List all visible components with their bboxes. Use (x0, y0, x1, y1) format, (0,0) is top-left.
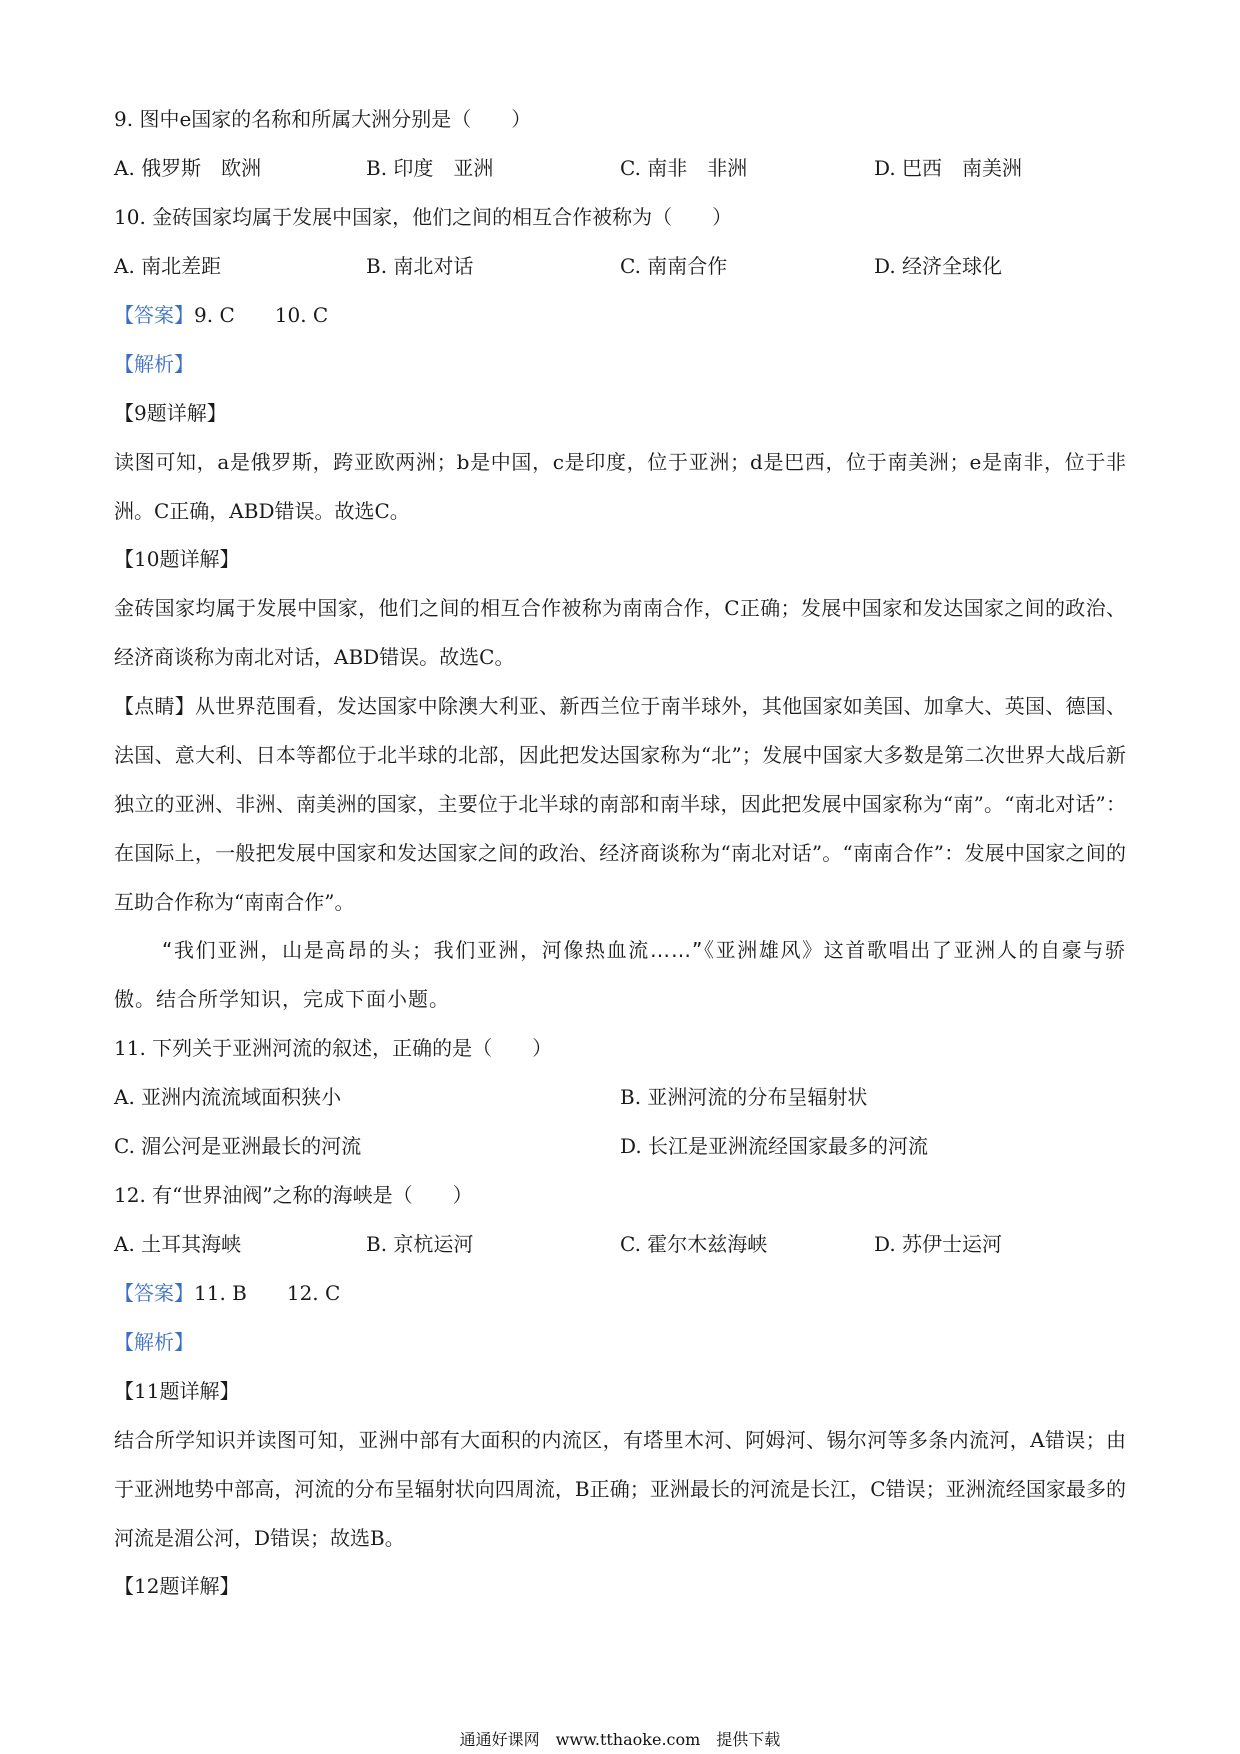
analysis-tag: 【解析】 (114, 1330, 194, 1354)
q12-option-d: D. 苏伊士运河 (874, 1232, 1003, 1256)
q11-option-d: D. 长江是亚洲流经国家最多的河流 (620, 1134, 929, 1158)
analysis-tag: 【解析】 (114, 352, 194, 376)
q11-detail-title: 【11题详解】 (114, 1379, 240, 1403)
q10-detail-body: 金砖国家均属于发展中国家，他们之间的相互合作被称为南南合作，C正确；发展中国家和发达国家之间的政治、经济商谈称为南北对话，ABD错误。故选C。 (114, 596, 1126, 669)
q10-option-d: D. 经济全球化 (874, 254, 1003, 278)
answer-line-2 (114, 1279, 340, 1307)
answer-tag: 【答案】 (114, 303, 194, 327)
answer-text: 11. B 12. C (194, 1281, 341, 1305)
answer-text: 9. C 10. C (194, 303, 329, 327)
page-footer: 通通好课网 www.tthaoke.com 提供下载 (459, 1730, 781, 1749)
q10-stem: 10. 金砖国家均属于发展中国家，他们之间的相互合作被称为（ ） (114, 205, 733, 229)
answer-tag: 【答案】 (114, 1281, 194, 1305)
q11-option-c: C. 湄公河是亚洲最长的河流 (114, 1134, 362, 1158)
q12-stem: 12. 有“世界油阀”之称的海峡是（ ） (114, 1183, 473, 1207)
q9-stem: 9. 图中e国家的名称和所属大洲分别是（ ） (114, 107, 532, 131)
q11-option-a: A. 亚洲内流流域面积狭小 (114, 1085, 342, 1109)
q12-detail-title: 【12题详解】 (114, 1574, 240, 1598)
q11-option-b: B. 亚洲河流的分布呈辐射状 (620, 1085, 868, 1109)
q9-option-a: A. 俄罗斯 欧洲 (114, 156, 262, 180)
q11-stem: 11. 下列关于亚洲河流的叙述，正确的是（ ） (114, 1036, 553, 1060)
q12-option-a: A. 土耳其海峡 (114, 1232, 242, 1256)
q9-option-d: D. 巴西 南美洲 (874, 156, 1023, 180)
q9-detail-body: 读图可知，a是俄罗斯，跨亚欧两洲；b是中国，c是印度，位于亚洲；d是巴西，位于南美洲；e是南非，位于非洲。C正确，ABD错误。故选C。 (114, 450, 1126, 523)
q10-option-b: B. 南北对话 (366, 254, 474, 278)
intro-paragraph: “我们亚洲，山是高昂的头；我们亚洲，河像热血流……”《亚洲雄风》这首歌唱出了亚洲人的自豪与骄傲。结合所学知识，完成下面小题。 (114, 938, 1126, 1011)
q10-option-a: A. 南北差距 (114, 254, 222, 278)
tip-tag: 【点睛】 (114, 694, 195, 718)
tip-body: 从世界范围看，发达国家中除澳大利亚、新西兰位于南半球外，其他国家如美国、加拿大、英国、德国、法国、意大利、日本等都位于北半球的北部，因此把发达国家称为“北”；发展中国家大多数是第二次世界大战后新独立的亚洲、非洲、南美洲的国家，主要位于北半球的南部和南半球，因此把发展中国家称为“南”。“南北对话”：在国际上，一般把发展中国家和发达国家之间的政治、经济商谈称为“南北对话”。“南南合作”：发展中国家之间的互助合作称为“南南合作”。 (114, 694, 1127, 914)
q9-detail-title: 【9题详解】 (114, 401, 227, 425)
q9-option-c: C. 南非 非洲 (620, 156, 748, 180)
q11-detail-body: 结合所学知识并读图可知，亚洲中部有大面积的内流区，有塔里木河、阿姆河、锡尔河等多条内流河，A错误；由于亚洲地势中部高，河流的分布呈辐射状向四周流，B正确；亚洲最长的河流是长江，C错误；亚洲流经国家最多的河流是湄公河，D错误；故选B。 (114, 1428, 1126, 1550)
q12-option-b: B. 京杭运河 (366, 1232, 474, 1256)
q9-option-b: B. 印度 亚洲 (366, 156, 494, 180)
tip-paragraph (114, 682, 1126, 927)
q10-detail-title: 【10题详解】 (114, 547, 240, 571)
answer-line-1 (114, 301, 328, 329)
q12-option-c: C. 霍尔木兹海峡 (620, 1232, 768, 1256)
q10-option-c: C. 南南合作 (620, 254, 728, 278)
